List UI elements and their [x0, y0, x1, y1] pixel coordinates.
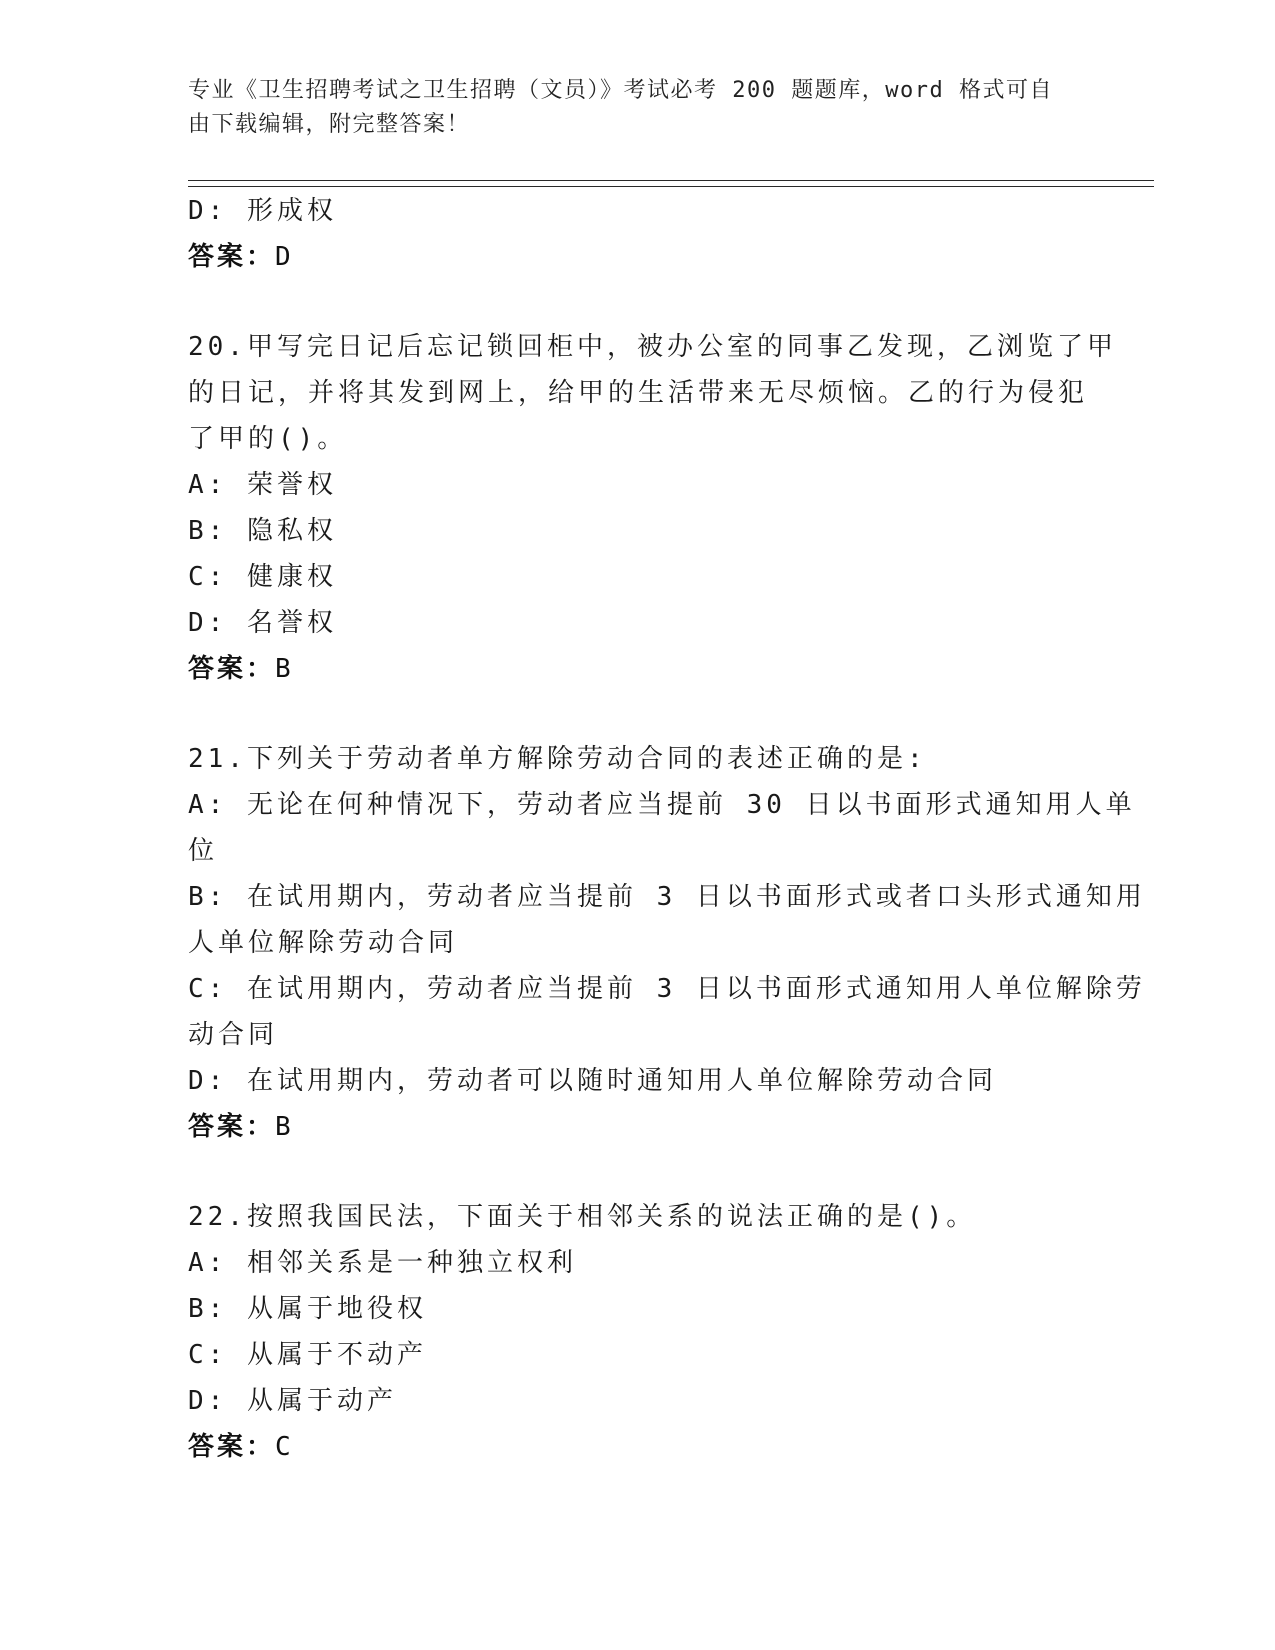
- answer-row: [188, 1104, 1088, 1150]
- option-a-continued: 位: [188, 836, 219, 866]
- spacer: [188, 1150, 1088, 1194]
- question-20: [188, 324, 1117, 692]
- option-a: A: 相邻关系是一种独立权利: [188, 1248, 577, 1278]
- question-stem: 22.按照我国民法，下面关于相邻关系的说法正确的是()。: [188, 1202, 977, 1232]
- answer-value: B: [275, 1112, 292, 1142]
- question-list: [188, 188, 1146, 1470]
- question-stem: 的日记，并将其发到网上，给甲的生活带来无尽烦恼。乙的行为侵犯: [188, 378, 1089, 408]
- option-c: C: 在试用期内，劳动者应当提前 3 日以书面形式通知用人单位解除劳: [188, 974, 1146, 1004]
- option-d: D: 在试用期内，劳动者可以随时通知用人单位解除劳动合同: [188, 1066, 997, 1096]
- header-divider-bottom: [188, 186, 1154, 187]
- question-21: [188, 736, 1146, 1150]
- document-header: [188, 74, 1068, 142]
- answer-row: [188, 1424, 1088, 1470]
- option-b: B: 在试用期内，劳动者应当提前 3 日以书面形式或者口头形式通知用: [188, 882, 1146, 912]
- option-b-continued: 人单位解除劳动合同: [188, 928, 459, 958]
- question-22: [188, 1194, 1088, 1470]
- question-stem: 21.下列关于劳动者单方解除劳动合同的表述正确的是:: [188, 744, 927, 774]
- answer-label: 答案：: [188, 1112, 276, 1142]
- question-19-tail: [188, 188, 1088, 280]
- header-line-2: 由下载编辑，附完整答案！: [188, 112, 471, 137]
- header-divider-top: [188, 180, 1154, 181]
- answer-value: C: [275, 1432, 292, 1462]
- question-stem: 20.甲写完日记后忘记锁回柜中，被办公室的同事乙发现，乙浏览了甲: [188, 332, 1117, 362]
- option-d: D: 形成权: [188, 196, 337, 226]
- option-b: B: 隐私权: [188, 516, 337, 546]
- option-a: A: 无论在何种情况下，劳动者应当提前 30 日以书面形式通知用人单: [188, 790, 1136, 820]
- answer-value: B: [275, 654, 292, 684]
- option-a: A: 荣誉权: [188, 470, 337, 500]
- option-c: C: 健康权: [188, 562, 337, 592]
- option-d: D: 名誉权: [188, 608, 337, 638]
- option-d: D: 从属于动产: [188, 1386, 397, 1416]
- answer-row: [188, 234, 1088, 280]
- option-b: B: 从属于地役权: [188, 1294, 427, 1324]
- spacer: [188, 280, 1088, 324]
- header-line-1: 专业《卫生招聘考试之卫生招聘（文员）》考试必考 200 题题库，word 格式可自: [188, 78, 1053, 103]
- option-c: C: 从属于不动产: [188, 1340, 427, 1370]
- answer-label: 答案：: [188, 1432, 276, 1462]
- answer-row: [188, 646, 1088, 692]
- answer-value: D: [275, 242, 292, 272]
- answer-label: 答案：: [188, 242, 276, 272]
- question-stem: 了甲的()。: [188, 424, 348, 454]
- option-c-continued: 动合同: [188, 1020, 279, 1050]
- spacer: [188, 692, 1088, 736]
- answer-label: 答案：: [188, 654, 276, 684]
